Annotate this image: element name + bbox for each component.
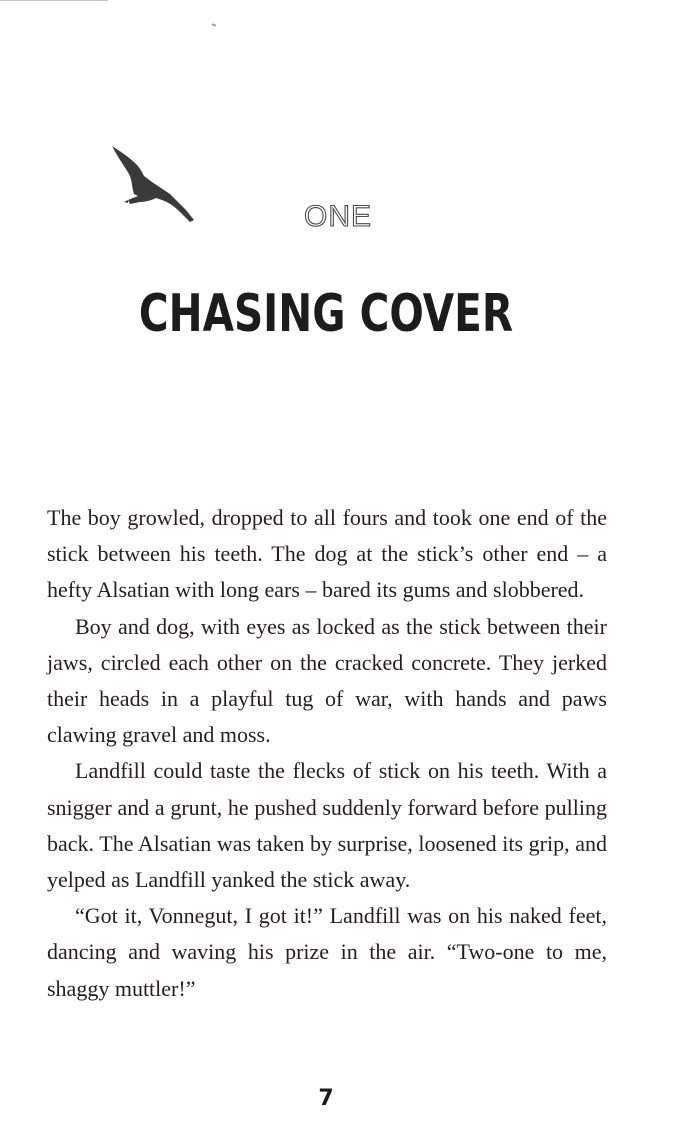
paragraph: Landfill could taste the flecks of stick on his teeth. With a snigger and a grunt, he pushed suddenly forward before pulling back. The Alsatian was taken by surprise, loosened its grip, and yelped as Landfill yanked the stick away.: [47, 758, 607, 893]
paragraph: “Got it, Vonnegut, I got it!” Landfill was on his naked feet, dancing and waving his prize in the air. “Two-one to me, shaggy muttler!”: [47, 903, 607, 1001]
chapter-number-text: ONE: [303, 200, 372, 233]
chapter-body: [47, 500, 607, 1007]
paragraph: The boy growled, dropped to all fours and took one end of the stick between his teeth. The dog at the stick’s other end – a hefty Alsatian with long ears – bared its gums and slobbered.: [47, 505, 607, 603]
scan-speck: [212, 23, 216, 26]
page-number: 7: [318, 1086, 334, 1111]
chapter-title: CHASING COVER: [138, 284, 514, 344]
paragraph: Boy and dog, with eyes as locked as the stick between their jaws, circled each other on the cracked concrete. They jerked their heads in a playful tug of war, with hands and paws clawing gravel and moss.: [47, 613, 607, 748]
chapter-number: [0, 200, 676, 234]
scan-edge-mark: [0, 0, 108, 3]
